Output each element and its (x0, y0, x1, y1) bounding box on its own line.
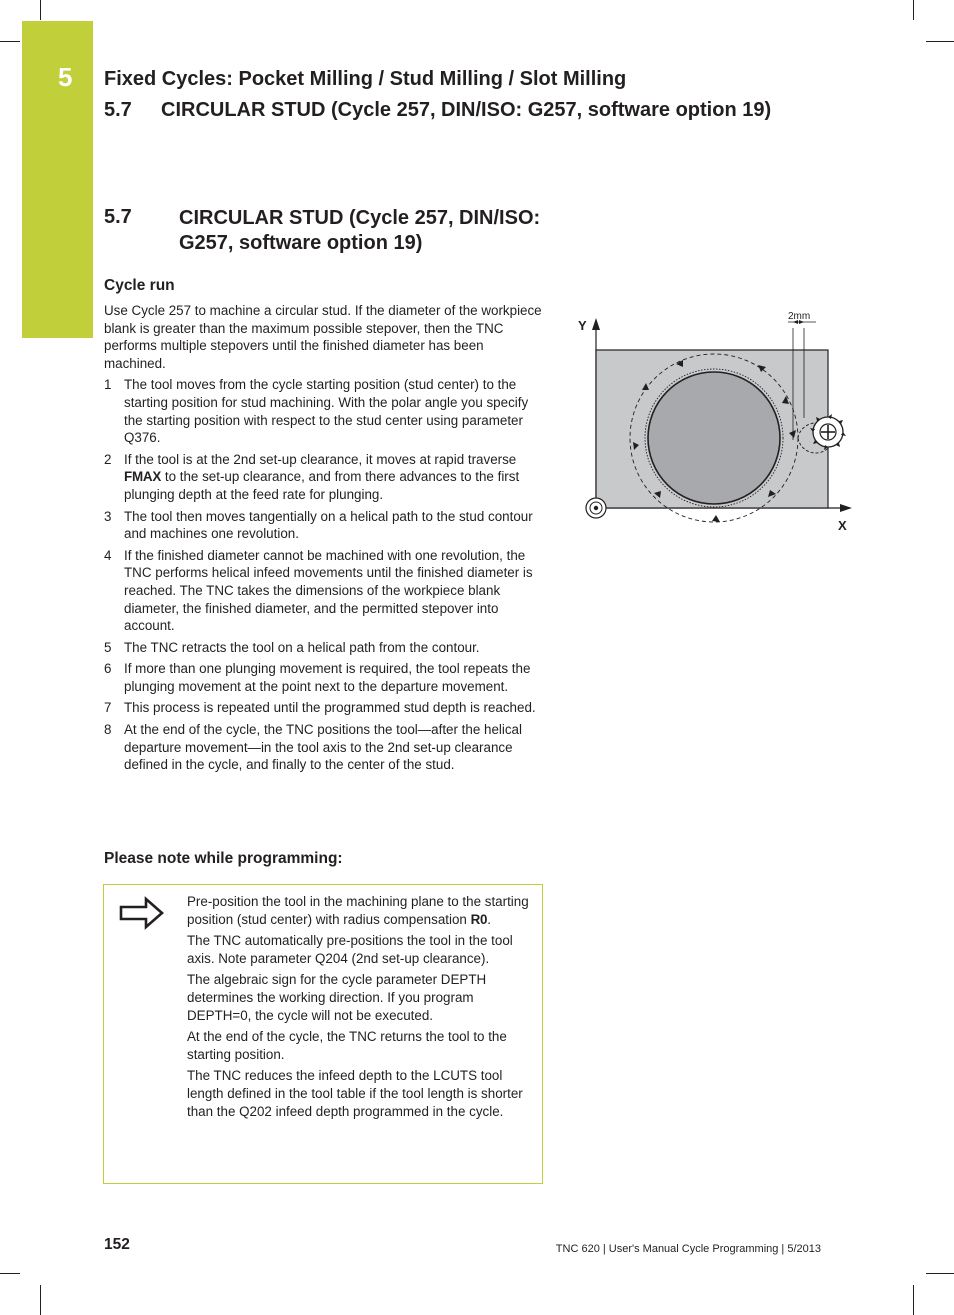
cycle-run-body (104, 302, 544, 778)
crop-mark (913, 0, 914, 20)
crop-mark (40, 0, 41, 20)
note-paragraph: The TNC automatically pre-positions the tool in the tool axis. Note parameter Q204 (2nd set-up clearance). (187, 933, 513, 966)
programming-notes-heading: Please note while programming: (104, 850, 343, 867)
datum-origin-icon (586, 498, 606, 518)
chapter-number: 5 (58, 62, 73, 92)
list-item (104, 451, 544, 504)
dimension-label: 2mm (788, 311, 811, 322)
running-section-number: 5.7 (104, 99, 132, 121)
list-item (104, 699, 544, 717)
note-paragraph: At the end of the cycle, the TNC returns the tool to the starting position. (187, 1029, 507, 1062)
crop-mark (926, 1273, 954, 1274)
circular-stud-diagram (572, 300, 862, 540)
footer-text: TNC 620 | User's Manual Cycle Programming | 5/2013 (555, 1243, 821, 1255)
list-item (104, 508, 544, 543)
step-text: If more than one plunging movement is required, the tool repeats the plunging movement at the point next to the departure movement. (124, 661, 531, 694)
list-item (104, 547, 544, 635)
step-number: 7 (104, 700, 112, 716)
step-number: 1 (104, 377, 112, 393)
step-text: If the tool is at the 2nd set-up clearance, it moves at rapid traverse (124, 451, 517, 467)
step-number: 3 (104, 508, 112, 524)
crop-mark (0, 41, 20, 42)
crop-mark (40, 1285, 41, 1315)
page-number: 152 (104, 1236, 130, 1253)
step-number: 6 (104, 661, 112, 677)
running-section-header (104, 99, 771, 122)
list-item (104, 660, 544, 695)
code-r0: R0 (470, 911, 488, 927)
note-text (187, 893, 535, 1124)
step-text: The tool moves from the cycle starting position (stud center) to the starting position for stud machining. With the polar angle you specify the starting position with respect to the stud center using parameter Q376. (124, 377, 529, 446)
section-title: CIRCULAR STUD (Cycle 257, DIN/ISO: G257, software option 19) (179, 207, 541, 254)
step-number: 5 (104, 639, 112, 655)
step-number: 8 (104, 722, 112, 738)
cycle-run-steps (104, 376, 544, 773)
circular-stud (648, 372, 780, 504)
list-item (104, 639, 544, 657)
cycle-run-heading: Cycle run (104, 277, 175, 294)
note-box (103, 884, 543, 1184)
note-paragraph: The algebraic sign for the cycle parameter DEPTH determines the working direction. If you program DEPTH=0, the cycle will not be executed. (187, 972, 487, 1023)
step-text: The tool then moves tangentially on a helical path to the stud contour and machines one revolution. (124, 508, 533, 542)
note-paragraph (187, 893, 535, 928)
step-number: 4 (104, 547, 112, 563)
code-fmax: FMAX (124, 469, 162, 485)
running-section-title: CIRCULAR STUD (Cycle 257, DIN/ISO: G257, software option 19) (161, 99, 772, 121)
step-text: to the set-up clearance, and from there advances to the first plunging depth at the feed rate for plunging. (124, 469, 520, 502)
chapter-title: Fixed Cycles: Pocket Milling / Stud Milling / Slot Milling (104, 68, 627, 90)
note-text-part: . (487, 911, 492, 927)
step-text: The TNC retracts the tool on a helical path from the contour. (124, 639, 480, 655)
crop-mark (913, 1285, 914, 1315)
note-text-part: Pre-position the tool in the machining plane to the starting position (stud center) with radius compensation (187, 894, 529, 927)
step-text: At the end of the cycle, the TNC positions the tool—after the helical departure movement—in the tool axis to the 2nd set-up clearance defined in the cycle, and finally to the center of the stud. (124, 722, 522, 773)
cycle-run-intro: Use Cycle 257 to machine a circular stud. If the diameter of the workpiece blank is greater than the maximum possible stepover, then the TNC performs multiple stepovers until the finished diameter has been machined. (104, 303, 542, 371)
section-number: 5.7 (104, 206, 132, 228)
x-axis-label: X (838, 518, 847, 533)
note-paragraph: The TNC reduces the infeed depth to the LCUTS tool length defined in the tool table if the tool length is shorter than the Q202 infeed depth programmed in the cycle. (187, 1068, 523, 1119)
y-axis-label: Y (578, 318, 587, 333)
step-text: If the finished diameter cannot be machined with one revolution, the TNC performs helical infeed movements until the finished diameter is reached. The TNC takes the dimensions of the workpiece blank diameter, the finished diameter, and the permitted stepover into account. (124, 547, 533, 634)
list-item (104, 721, 544, 774)
arrow-right-outline-icon (119, 896, 165, 930)
step-number: 2 (104, 451, 112, 467)
crop-mark (926, 41, 954, 42)
list-item (104, 376, 544, 446)
y-axis-arrow (592, 318, 600, 330)
crop-mark (0, 1273, 20, 1274)
x-axis-arrow (840, 504, 852, 512)
step-text: This process is repeated until the programmed stud depth is reached. (124, 700, 536, 716)
